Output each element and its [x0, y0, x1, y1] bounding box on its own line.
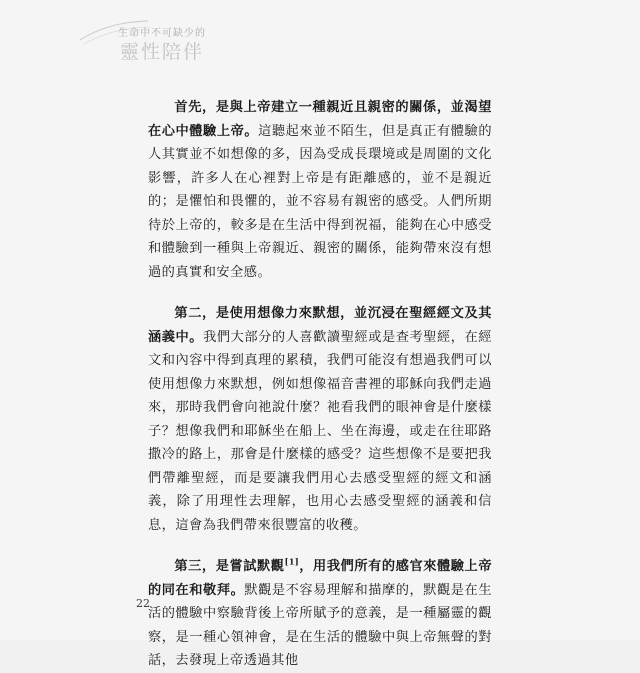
header-title: 靈性陪伴: [120, 41, 205, 63]
paragraph-1: [148, 96, 492, 284]
paragraph-3: [148, 555, 492, 673]
footnote-marker[interactable]: [1]: [284, 556, 300, 567]
header-subtitle: 生命中不可缺少的: [118, 28, 206, 39]
paragraph-3-lead-b: ，用我們所有的感官來體驗上帝的同在和敬拜。: [148, 559, 493, 598]
paragraph-2-lead: 第二，是使用想像力來默想，並沉浸在聖經經文及其涵義中。: [148, 306, 492, 345]
page-number: 22: [136, 597, 150, 610]
paragraph-3-lead-a: 第三，是嘗試默觀: [174, 559, 285, 574]
paragraph-3-body: 默觀是不容易理解和描摩的，默觀是在生活的體驗中察驗背後上帝所賦予的意義，是一種屬靈的觀察，是一種心領神會，是在生活的體驗中與上帝無聲的對話，去發現上帝透過其他: [148, 582, 493, 668]
paragraph-2-body: 我們大部分的人喜歡讀聖經或是查考聖經，在經文和內容中得到真理的累積，我們可能沒有想過我們可以使用想像力來默想，例如想像福音書裡的耶穌向我們走過來，那時我們會向祂說什麼？祂看我們的眼神會是什麼樣子？想像我們和耶穌坐在船上、坐在海邊，或走在往耶路撒冷的路上，那會是什麼樣的感受？這些想像不是要把我們帶離聖經，而是要讓我們用心去感受聖經的經文和涵義，除了用理性去理解，也用心去感受聖經的涵義和信息，這會為我們帶來很豐富的收穫。: [148, 329, 493, 533]
paragraph-1-body: 這聽起來並不陌生，但是真正有體驗的人其實並不如想像的多，因為受成長環境或是周圍的文化影響，許多人在心裡對上帝是有距離感的，並不是親近的；是懼怕和畏懼的，並不容易有親密的感受。人們所期待於上帝的，較多是在生活中得到祝福，能夠在心中感受和體驗到一種與上帝親近、親密的關係，能夠帶來沒有想過的真實和安全感。: [148, 123, 493, 280]
paragraph-1-lead: 首先，是與上帝建立一種親近且親密的關係，並渴望在心中體驗上帝。: [148, 100, 492, 139]
running-header: [78, 18, 278, 68]
body-text: [148, 96, 492, 673]
paragraph-2: [148, 302, 492, 537]
